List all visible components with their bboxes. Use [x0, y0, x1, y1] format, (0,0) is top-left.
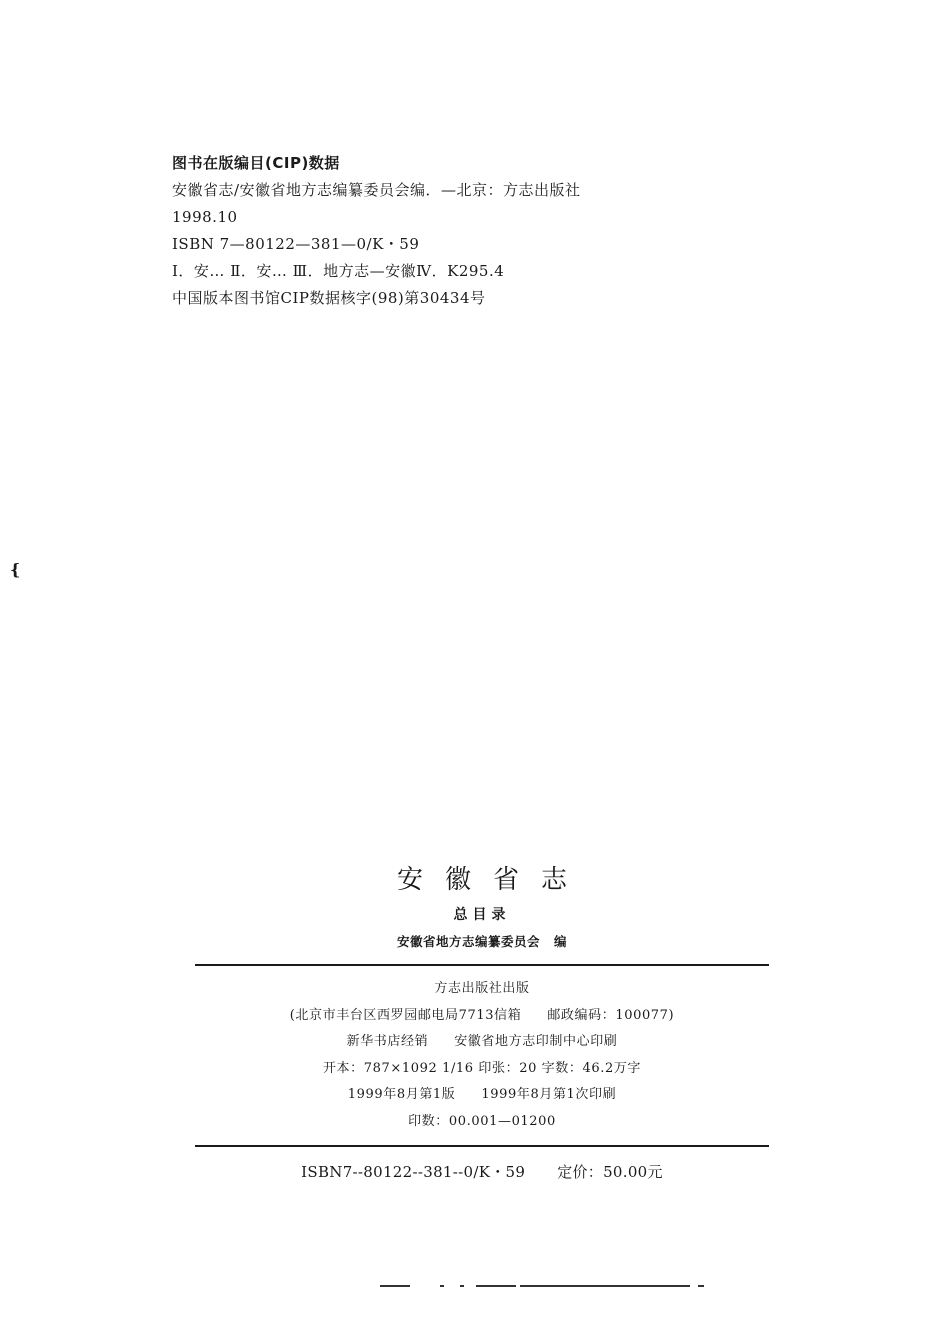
- distribution-line: [195, 1029, 769, 1056]
- editor-line: [195, 928, 769, 956]
- bottom-rule: [195, 1145, 769, 1147]
- edition-line: [195, 1082, 769, 1109]
- postcode: 邮政编码：100077): [547, 1007, 675, 1023]
- printing: 1999年8月第1次印刷: [481, 1087, 617, 1102]
- cip-data-block: [172, 150, 732, 312]
- publication-details: [195, 966, 769, 1145]
- book-title: 安徽省志: [396, 865, 589, 895]
- print-run-line: 印数：00.001—01200: [408, 1113, 556, 1129]
- cip-title-line: 安徽省志/安徽省地方志编纂委员会编．—北京：方志出版社: [172, 181, 581, 199]
- price: 定价：50.00元: [557, 1163, 663, 1181]
- cip-date-line: 1998.10: [172, 208, 238, 226]
- distributor: 新华书店经销: [346, 1034, 429, 1049]
- edition: 1999年8月第1版: [347, 1087, 456, 1102]
- isbn-number: ISBN7--80122--381--0/K・59: [301, 1163, 526, 1181]
- editor-role: 编: [554, 934, 568, 949]
- publisher-address: (北京市丰台区西罗园邮电局7713信箱: [289, 1007, 522, 1023]
- printer: 安徽省地方志印制中心印刷: [454, 1034, 618, 1049]
- editor-name: 安徽省地方志编纂委员会: [396, 934, 540, 949]
- publisher-line: 方志出版社出版: [434, 981, 530, 996]
- cip-heading: 图书在版编目(CIP)数据: [172, 154, 340, 172]
- book-subtitle: 总目录: [453, 907, 511, 923]
- address-line: [195, 1003, 769, 1030]
- cip-isbn-line: ISBN 7—80122—381—0/K・59: [172, 235, 420, 253]
- scan-margin-mark: {: [10, 560, 21, 579]
- format-line: 开本：787×1092 1/16 印张：20 字数：46.2万字: [322, 1060, 642, 1076]
- colophon-block: [195, 860, 769, 1187]
- isbn-price-line: [195, 1157, 769, 1187]
- scan-artifact-line: [380, 1284, 710, 1288]
- cip-classification-line: Ⅰ．安… Ⅱ．安… Ⅲ．地方志—安徽Ⅳ．K295.4: [172, 262, 505, 280]
- cip-record-number-line: 中国版本图书馆CIP数据核字(98)第30434号: [172, 289, 486, 307]
